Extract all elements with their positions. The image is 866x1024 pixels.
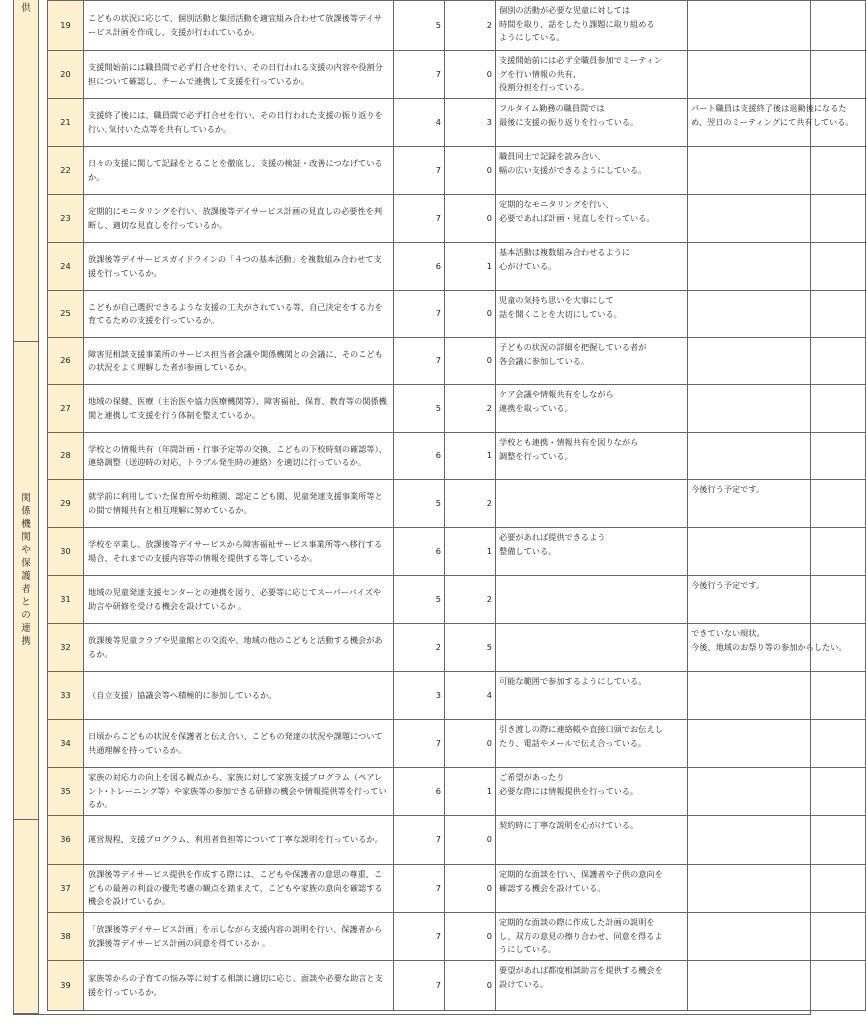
note-text xyxy=(688,338,866,385)
improvement-text: 契約時に丁寧な説明を心がけている。 xyxy=(496,816,688,865)
note-text xyxy=(688,961,866,1011)
yes-count: 7 xyxy=(394,51,445,99)
item-number: 28 xyxy=(48,433,84,480)
note-text xyxy=(688,385,866,433)
yes-count: 6 xyxy=(394,433,445,480)
yes-count: 5 xyxy=(394,480,445,528)
question-text: 障害児相談支援事業所のサービス担当者会議や関係機関との会議に、そのこどもの状況をよく理解した者が参画しているか。 xyxy=(84,338,394,385)
improvement-text: 児童の気持ち思いを大事にして 話を聞くことを大切にしている。 xyxy=(496,291,688,338)
table-row xyxy=(48,1,866,51)
table-row xyxy=(48,480,866,528)
table-row xyxy=(48,624,866,672)
no-count: 1 xyxy=(445,768,496,816)
improvement-text: 個別の活動が必要な児童に対しては 時間を取り、話をしたり課題に取り組める ようにしている。 xyxy=(496,1,688,51)
improvement-text: ケア会議や情報共有をしながら 連携を取っている。 xyxy=(496,385,688,433)
question-text: 日頃からこどもの状況を保護者と伝え合い、こどもの発達の状況や課題について共通理解を持っているか。 xyxy=(84,720,394,768)
item-number: 34 xyxy=(48,720,84,768)
yes-count: 3 xyxy=(394,672,445,720)
question-text: 放課後等デイサービス提供を作成する際には、こどもや保護者の意思の尊重、こどもの最善の利益の優先考慮の観点を踏まえて、こどもや家族の意向を確認する機会を設けているか。 xyxy=(84,865,394,913)
item-number: 30 xyxy=(48,528,84,576)
question-text: 地域の保健、医療（主治医や協力医療機関等）、障害福祉、保育、教育等の関係機関と連携して支援を行う体制を整えているか。 xyxy=(84,385,394,433)
item-number: 39 xyxy=(48,961,84,1011)
note-text xyxy=(688,865,866,913)
table-row xyxy=(48,51,866,99)
improvement-text: 必要があれば提供できるよう 整備している。 xyxy=(496,528,688,576)
table-row xyxy=(48,243,866,291)
improvement-text: 学校とも連携・情報共有を図りながら 調整を行っている。 xyxy=(496,433,688,480)
yes-count: 6 xyxy=(394,528,445,576)
item-number: 23 xyxy=(48,195,84,243)
yes-count: 6 xyxy=(394,243,445,291)
yes-count: 7 xyxy=(394,291,445,338)
note-text: パート職員は支援終了後は退勤後になるた め、翌日のミーティングにて共有している。 xyxy=(688,99,866,147)
question-text: 地域の児童発達支援センターとの連携を図り、必要等に応じてスーパーバイズや助言や研修を受ける機会を設けているか 。 xyxy=(84,576,394,624)
item-number: 22 xyxy=(48,147,84,195)
table-row xyxy=(48,768,866,816)
table-row xyxy=(48,99,866,147)
question-text: 就学前に利用していた保育所や幼稚園、認定こども園、児童発達支援事業所等との間で情報共有と相互理解に努めているか。 xyxy=(84,480,394,528)
no-count: 1 xyxy=(445,528,496,576)
question-text: 支援終了後には、職員間で必ず打合せを行い、その日行われた支援の振り返りを行い､気付いた点等を共有しているか。 xyxy=(84,99,394,147)
question-text: 「放課後等デイサービス計画」を示しながら支援内容の説明を行い、保護者から放課後等デイサービス計画の同意を得ているか 。 xyxy=(84,913,394,961)
no-count: 1 xyxy=(445,243,496,291)
improvement-text xyxy=(496,624,688,672)
question-text: （自立支援）協議会等へ積極的に参加しているか。 xyxy=(84,672,394,720)
table-row xyxy=(48,720,866,768)
table-row xyxy=(48,816,866,865)
yes-count: 7 xyxy=(394,338,445,385)
no-count: 0 xyxy=(445,865,496,913)
no-count: 4 xyxy=(445,672,496,720)
yes-count: 7 xyxy=(394,147,445,195)
yes-count: 4 xyxy=(394,99,445,147)
no-count: 3 xyxy=(445,99,496,147)
improvement-text: 職員同士で記録を読み合い、 幅の広い支援ができるようにしている。 xyxy=(496,147,688,195)
item-number: 31 xyxy=(48,576,84,624)
note-text xyxy=(688,816,866,865)
yes-count: 7 xyxy=(394,913,445,961)
table-row xyxy=(48,338,866,385)
no-count: 0 xyxy=(445,147,496,195)
yes-count: 6 xyxy=(394,768,445,816)
yes-count: 2 xyxy=(394,624,445,672)
note-text xyxy=(688,1,866,51)
improvement-text: フルタイム勤務の職員間では 最後に支援の振り返りを行っている。 xyxy=(496,99,688,147)
category-cell-explanation xyxy=(13,820,39,1014)
yes-count: 7 xyxy=(394,865,445,913)
category-cell-support xyxy=(13,0,39,342)
note-text xyxy=(688,291,866,338)
no-count: 2 xyxy=(445,1,496,51)
improvement-text: 引き渡しの際に連絡帳や直接口頭でお伝えし たり、電話やメールで伝え合っている。 xyxy=(496,720,688,768)
item-number: 37 xyxy=(48,865,84,913)
improvement-text: 子どもの状況の詳細を把握している者が 各会議に参加している。 xyxy=(496,338,688,385)
item-number: 19 xyxy=(48,1,84,51)
yes-count: 5 xyxy=(394,576,445,624)
item-number: 26 xyxy=(48,338,84,385)
improvement-text: 基本活動は複数組み合わせるように 心がけている。 xyxy=(496,243,688,291)
yes-count: 7 xyxy=(394,720,445,768)
note-text xyxy=(688,913,866,961)
no-count: 0 xyxy=(445,291,496,338)
table-row xyxy=(48,385,866,433)
improvement-text: 定期的なモニタリングを行い、 必要であれば計画・見直しを行っている。 xyxy=(496,195,688,243)
question-text: 家族の対応力の向上を図る観点から、家族に対して家族支援プログラム（ペアレント･トレーニング等）や家族等の参加できる研修の機会や情報提供等を行っているか。 xyxy=(84,768,394,816)
note-text xyxy=(688,720,866,768)
no-count: 0 xyxy=(445,51,496,99)
no-count: 2 xyxy=(445,576,496,624)
item-number: 38 xyxy=(48,913,84,961)
note-text xyxy=(688,195,866,243)
question-text: 家族等からの子育ての悩み等に対する相談に適切に応じ、面談や必要な助言と支援を行っているか。 xyxy=(84,961,394,1011)
yes-count: 7 xyxy=(394,816,445,865)
note-text xyxy=(688,51,866,99)
no-count: 2 xyxy=(445,480,496,528)
note-text xyxy=(688,433,866,480)
no-count: 0 xyxy=(445,816,496,865)
evaluation-table xyxy=(47,0,866,1011)
question-text: 学校を卒業し、放課後等デイサービスから障害福祉サービス事業所等へ移行する場合、それまでの支援内容等の情報を提供する等しているか。 xyxy=(84,528,394,576)
no-count: 0 xyxy=(445,338,496,385)
question-text: 放課後等デイサービスガイドラインの「４つの基本活動」を複数組み合わせて支援を行っているか。 xyxy=(84,243,394,291)
no-count: 0 xyxy=(445,913,496,961)
table-row xyxy=(48,672,866,720)
item-number: 24 xyxy=(48,243,84,291)
category-cell-relations xyxy=(13,342,39,820)
item-number: 32 xyxy=(48,624,84,672)
table-row xyxy=(48,528,866,576)
question-text: 日々の支援に関して記録をとることを徹底し、支援の検証・改善につなげているか。 xyxy=(84,147,394,195)
no-count: 1 xyxy=(445,433,496,480)
note-text xyxy=(688,147,866,195)
yes-count: 7 xyxy=(394,961,445,1011)
table-row xyxy=(48,147,866,195)
evaluation-sheet xyxy=(13,0,854,1015)
yes-count: 5 xyxy=(394,1,445,51)
table-row xyxy=(48,433,866,480)
table-row xyxy=(48,195,866,243)
item-number: 33 xyxy=(48,672,84,720)
question-text: こどもの状況に応じて、個別活動と集団活動を適宜組み合わせて放課後等デイサービス計画を作成し、支援が行われているか。 xyxy=(84,1,394,51)
no-count: 0 xyxy=(445,961,496,1011)
improvement-text xyxy=(496,480,688,528)
improvement-text: 支援開始前には必ず全職員参加でミーティン グを行い情報の共有、 役割分担を行っている。 xyxy=(496,51,688,99)
item-number: 27 xyxy=(48,385,84,433)
improvement-text: 定期的な面談の際に作成した計画の説明を し、双方の意見の擦り合わせ、同意を得るよ うにしている。 xyxy=(496,913,688,961)
category-label-support: 供 xyxy=(21,3,31,14)
improvement-text xyxy=(496,576,688,624)
improvement-text: 要望があれば都度相談助言を提供する機会を 設けている。 xyxy=(496,961,688,1011)
note-text xyxy=(688,672,866,720)
note-text: 今後行う予定です。 xyxy=(688,576,866,624)
no-count: 0 xyxy=(445,720,496,768)
item-number: 36 xyxy=(48,816,84,865)
question-text: 定期的にモニタリングを行い、放課後等デイサービス計画の見直しの必要性を判断し、適切な見直しを行っているか。 xyxy=(84,195,394,243)
question-text: 運営規程、支援プログラム、利用者負担等について丁寧な説明を行っているか。 xyxy=(84,816,394,865)
yes-count: 5 xyxy=(394,385,445,433)
note-text: できていない現状。 今後、地域のお祭り等の参加からしたい。 xyxy=(688,624,866,672)
no-count: 0 xyxy=(445,195,496,243)
no-count: 2 xyxy=(445,385,496,433)
note-text: 今後行う予定です。 xyxy=(688,480,866,528)
improvement-text: ご希望があったり 必要な際には情報提供を行っている。 xyxy=(496,768,688,816)
improvement-text: 可能な範囲で参加するようにしている。 xyxy=(496,672,688,720)
question-text: 支援開始前には職員間で必ず打合せを行い、その日行われる支援の内容や役割分担について確認し、チームで連携して支援を行っているか。 xyxy=(84,51,394,99)
item-number: 20 xyxy=(48,51,84,99)
improvement-text: 定期的な面談を行い、保護者や子供の意向を 確認する機会を設けている。 xyxy=(496,865,688,913)
no-count: 5 xyxy=(445,624,496,672)
table-row xyxy=(48,961,866,1011)
question-text: 放課後等児童クラブや児童館との交流や、地域の他のこどもと活動する機会があるか。 xyxy=(84,624,394,672)
table-row xyxy=(48,865,866,913)
item-number: 25 xyxy=(48,291,84,338)
question-text: こどもが自己選択できるような支援の工夫がされている等、自己決定をする力を育てるための支援を行っているか。 xyxy=(84,291,394,338)
yes-count: 7 xyxy=(394,195,445,243)
item-number: 35 xyxy=(48,768,84,816)
table-row xyxy=(48,291,866,338)
item-number: 29 xyxy=(48,480,84,528)
note-text xyxy=(688,243,866,291)
table-row xyxy=(48,913,866,961)
table-row xyxy=(48,576,866,624)
question-text: 学校との情報共有（年間計画・行事予定等の交換、こどもの下校時刻の確認等）、連絡調整（送迎時の対応、トラブル発生時の連絡）を適切に行っているか。 xyxy=(84,433,394,480)
note-text xyxy=(688,528,866,576)
item-number: 21 xyxy=(48,99,84,147)
category-label-relations: 関 係 機 関 や 保 護 者 と の 連 携 xyxy=(21,493,31,647)
note-text xyxy=(688,768,866,816)
